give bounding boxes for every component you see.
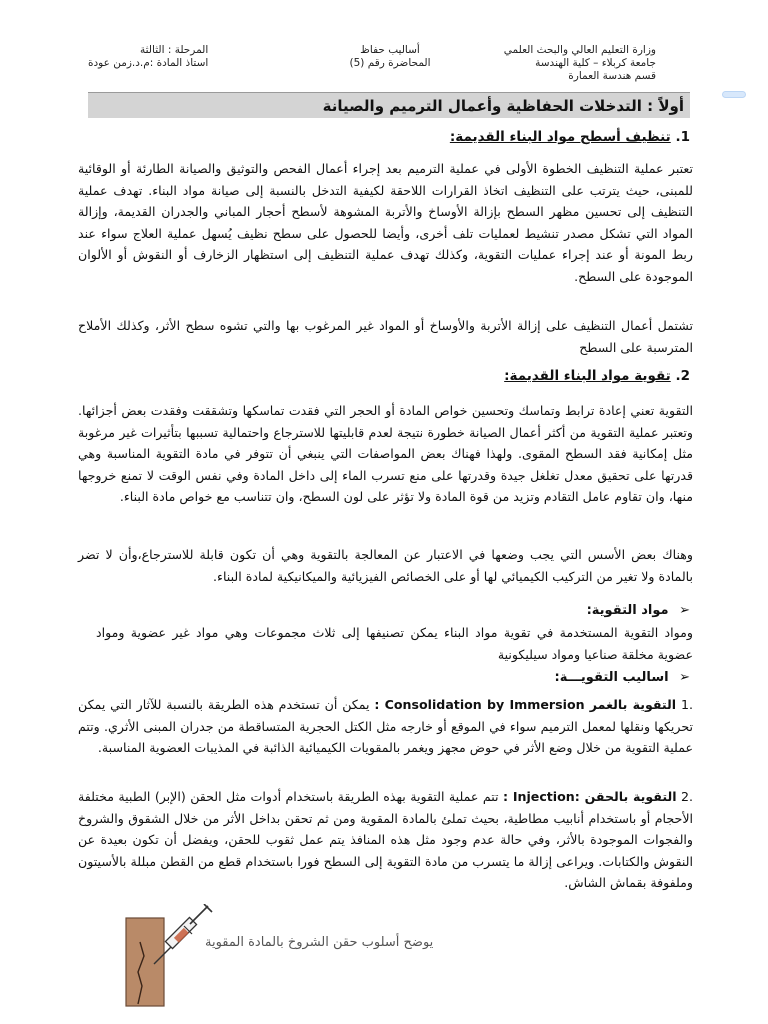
method2-number: .2 xyxy=(680,789,694,804)
section2-title: تقوية مواد البناء القديمة: xyxy=(504,368,671,384)
header-department: قسم هندسة العمارة xyxy=(568,70,656,82)
materials-text: ومواد التقوية المستخدمة في تقوية مواد البناء يمكن تصنيفها إلى ثلاث مجموعات وهي مواد غير عضوية ومواد عضوية مخلقة صناعيا ومواد سيليكونية xyxy=(96,625,693,662)
section1-paragraph2: تشتمل أعمال التنظيف على إزالة الأتربة والأوساخ أو المواد غير المرغوب بها والتي تشوه سطح الأثر، وكذلك الأملاح المترسبة على السطح xyxy=(78,318,693,355)
header-university: جامعة كربلاء – كلية الهندسة xyxy=(535,57,656,69)
method2-heading: التقوية بالحقن :Injection : xyxy=(502,789,677,804)
header-course xyxy=(310,44,470,70)
header-institution xyxy=(504,44,656,83)
materials-bullet xyxy=(587,603,690,618)
header-ministry: وزارة التعليم العالي والبحث العلمي xyxy=(503,44,656,56)
header-lecture-number: المحاضرة رقم (5) xyxy=(349,57,431,69)
figure-caption: يوضح أسلوب حقن الشروخ بالمادة المقوية xyxy=(205,935,434,950)
header-stage-label: المرحلة : الثالثة xyxy=(140,44,209,56)
section2-paragraph2: وهناك بعض الأسس التي يجب وضعها في الاعتبار عن المعالجة بالتقوية وهي أن تكون قابلة للاسترجاع،وأن لا تضر بالمادة ولا تغير من التركيب الكيميائي لها أو على الخصائص الفيزيائية والميكانيكية لمادة البناء. xyxy=(78,547,693,584)
section2-heading xyxy=(504,368,690,384)
arrow-bullet-icon: ➢ xyxy=(679,670,690,685)
section1-heading xyxy=(450,129,690,145)
method1-text: يمكن أن تستخدم هذه الطريقة بالنسبة للآثار التي يمكن تحريكها ونقلها لمعمل الترميم سواء في الموقع أو خارجه مثل الكتل الحجرية المتساقطة من جدران المبنى الأثري. وتتم عملية التقوية من خلال وضع الأثر في حوض مجهز ويغمر بالمقويات الكيميائية الذائبة في المذيبات العضوية المناسبة. xyxy=(78,697,693,756)
section1-number: 1. xyxy=(675,129,690,145)
methods-heading: اساليب التقويـــة: xyxy=(554,670,669,685)
method2-text: تتم عملية التقوية بهذه الطريقة باستخدام أدوات مثل الحقن (الإبر) الطبية مختلفة الأحجام أو باستخدام أنابيب مطاطية، بحيث تملئ بالمادة المقوية ومن ثم تحقن بداخل الأثر من خلال الشقوق والشروخ والفجوات الموجودة بالأثر، وفي حالة عدم وجود مثل هذه المنافذ يتم عمل ثقوب للحقن، ويفضل أن تكون بعيدة عن النقوش والكتابات. ويراعى إزالة ما يتسرب من مادة التقوية إلى السطح فورا باستخدام قطع من القطن مبللة بالأسيتون وملفوفة بقماش الشاش. xyxy=(78,789,693,891)
method2-item xyxy=(78,786,693,894)
section-banner: أولاً : التدخلات الحفاظية وأعمال الترميم والصيانة xyxy=(88,92,690,118)
methods-bullet xyxy=(555,670,690,685)
materials-heading: مواد التقوية: xyxy=(586,603,669,618)
header-stage xyxy=(88,44,208,70)
header-instructor: استاذ المادة :م.د.زمن عودة xyxy=(88,57,209,69)
method1-item xyxy=(78,694,693,759)
section1-paragraph1: تعتبر عملية التنظيف الخطوة الأولى في عملية الترميم بعد إجراء أعمال الفحص والتوثيق والصيانة الطارئة أو الوقائية للمبنى، حيث يترتب على التنظيف اتخاذ القرارات اللاحقة لكيفية التدخل بالنسبة إلى صيانة مواد البناء. تهدف عملية التنظيف إلى تحسين مظهر السطح بإزالة الأوساخ والأتربة المشوهة لأسطح أحجار المباني والجدران القديمة، وإزالة المواد التي تشكل مصدر تنشيط لعمليات تلف أخرى، وأيضا للحصول على سطح نظيف يُسهل عملية العلاج سواء عند ربط المونة أو عند إجراء عمليات التقوية، وكذلك تهدف عملية التنظيف إلى استظهار الزخارف أو النقوش أو الألوان الموجودة على السطح. xyxy=(78,161,693,284)
section2-paragraph1: التقوية تعني إعادة ترابط وتماسك وتحسين خواص المادة أو الحجر التي فقدت تماسكها وتشققت وفقدت بعض أجزائها. وتعتبر عملية التقوية من أكثر أعمال الصيانة خطورة نتيجة لعدم قابليتها للاسترجاع واحتمالية تسببها بتأثيرات غير مرغوبة مثل إمكانية فقد السطح المقوى. ولهذا فهناك بعض المواصفات التي ينبغي أن تتوفر في مادة التقوية المناسبة وهي قدرتها على تحقيق معدل تغلغل جيدة وقدرتها على منع تسرب الماء إلى داخل المادة وفي نفس الوقت لا تمنع خروجها منها، وان تقاوم عامل التقادم وتزيد من قوة المادة ولا تؤثر على لون السطح، وان تتناسب مع خواص مادة البناء. xyxy=(78,403,693,505)
header-course-name: أساليب حفاظ xyxy=(360,44,420,56)
arrow-bullet-icon: ➢ xyxy=(679,603,690,618)
method1-number: .1 xyxy=(680,697,693,712)
wall-section xyxy=(126,918,164,1006)
scroll-indicator-mark xyxy=(722,91,746,98)
section1-title: تنظيف أسطح مواد البناء القديمة: xyxy=(449,129,671,145)
syringe-injection-illustration xyxy=(118,904,248,1008)
section2-number: 2. xyxy=(675,368,690,384)
method1-heading: التقوية بالغمر Consolidation by Immersion : xyxy=(374,697,677,712)
